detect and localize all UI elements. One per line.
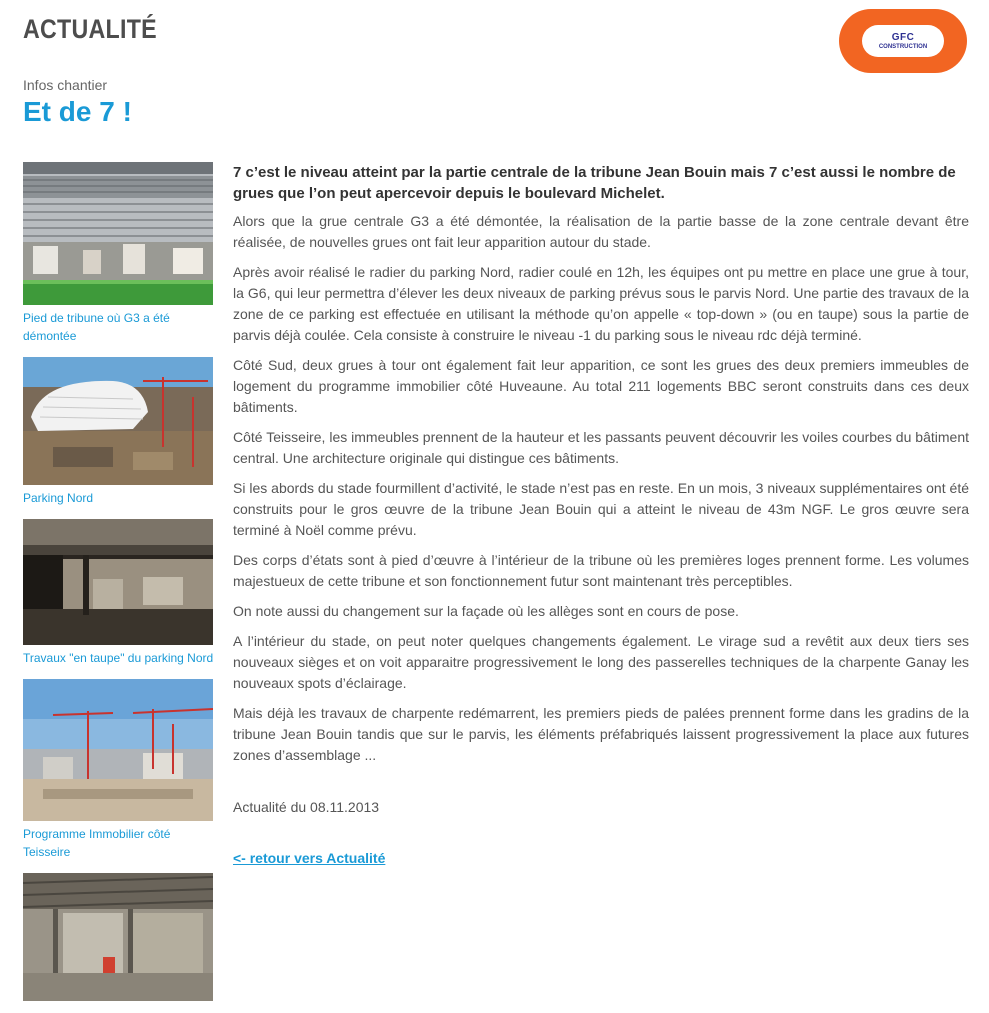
logo-inner — [862, 25, 944, 57]
photo-caption: Travaux "en taupe" du parking Nord — [23, 651, 214, 665]
article-paragraph: Après avoir réalisé le radier du parking Nord, radier coulé en 12h, les équipes ont pu mettre en place une grue à tour, la G6, qui leur permettra d’élever les deux niveaux de parking prévus sous le parvis Nord. Une partie des travaux de la zone de ce parking est effectuée en utilisant la méthode qu’on appelle « top-down » (ou en taupe) sous la partie de parvis déjà coulée. Cela consiste à construire le niveau -1 du parking sous le niveau rdc déjà terminé. — [233, 264, 969, 343]
article-paragraph: Si les abords du stade fourmillent d’activité, le stade n’est pas en reste. En un mois, 3 niveaux supplémentaires ont été construits pour le gros œuvre de la tribune Jean Bouin qui a atteint le niveau de 43m NGF. Le gros œuvre sera terminé à Noël comme prévu. — [233, 480, 969, 538]
article-paragraph: Mais déjà les travaux de charpente redémarrent, les premiers pieds de palées prennent forme dans les gradins de la tribune Jean Bouin tandis que sur le parvis, les éléments préfabriqués laissent progressivement la place aux futures zones d’assemblage ... — [233, 705, 969, 763]
article-paragraph: On note aussi du changement sur la façade où les allèges sont en cours de pose. — [233, 603, 739, 619]
article-title: Et de 7 ! — [23, 96, 132, 127]
photo-programme-immobilier[interactable] — [23, 679, 213, 821]
gallery-item — [23, 162, 215, 345]
gfc-construction-logo[interactable] — [839, 9, 967, 73]
photo-gallery — [23, 162, 215, 1013]
page-heading: ACTUALITÉ — [23, 14, 157, 44]
back-to-actualite-link[interactable]: <- retour vers Actualité — [233, 850, 386, 866]
article-paragraph: Côté Sud, deux grues à tour ont également fait leur apparition, ce sont les grues des deux premiers immeubles de logement du programme immobilier côté Huveaune. Au total 211 logements BBC seront construits dans ces deux bâtiments. — [233, 357, 969, 415]
article-body — [233, 162, 969, 868]
article-lead: 7 c’est le niveau atteint par la partie centrale de la tribune Jean Bouin mais 7 c’est aussi le nombre de grues que l’on peut apercevoir depuis le boulevard Michelet. — [233, 164, 956, 202]
gallery-item — [23, 873, 215, 1001]
article-paragraph: Des corps d’états sont à pied d’œuvre à l’intérieur de la tribune où les premières loges prennent forme. Les volumes majestueux de cette tribune et son fonctionnement futur sont maintenant très perceptibles. — [233, 552, 969, 589]
article-paragraph: Côté Teisseire, les immeubles prennent de la hauteur et les passants peuvent découvrir les voiles courbes du bâtiment central. Une architecture originale qui distingue ces bâtiments. — [233, 429, 969, 466]
photo-caption: Programme Immobilier côté Teisseire — [23, 827, 171, 859]
photo-interior-works[interactable] — [23, 873, 213, 1001]
photo-parking-nord[interactable] — [23, 357, 213, 485]
article-date: Actualité du 08.11.2013 — [233, 799, 380, 815]
photo-stadium-stands[interactable] — [23, 162, 213, 305]
photo-caption: Pied de tribune où G3 a été démontée — [23, 311, 170, 343]
article-paragraph: Alors que la grue centrale G3 a été démontée, la réalisation de la partie basse de la zone centrale devant être réalisée, de nouvelles grues ont fait leur apparition autour du stade. — [233, 213, 969, 250]
gallery-item — [23, 679, 215, 861]
article-category: Infos chantier — [23, 77, 108, 93]
gallery-item — [23, 357, 215, 507]
photo-caption: Parking Nord — [23, 491, 94, 505]
logo-subtext: CONSTRUCTION — [878, 43, 928, 50]
logo-text: GFC — [891, 31, 915, 43]
gallery-item — [23, 519, 215, 667]
article-paragraph: A l’intérieur du stade, on peut noter quelques changements également. Le virage sud a revêtit aux deux tiers ses nouveaux sièges et on voit apparaitre progressivement le long des passerelles techniques de la charpente Ganay les nouveaux spots d’éclairage. — [233, 633, 969, 691]
photo-travaux-en-taupe[interactable] — [23, 519, 213, 645]
